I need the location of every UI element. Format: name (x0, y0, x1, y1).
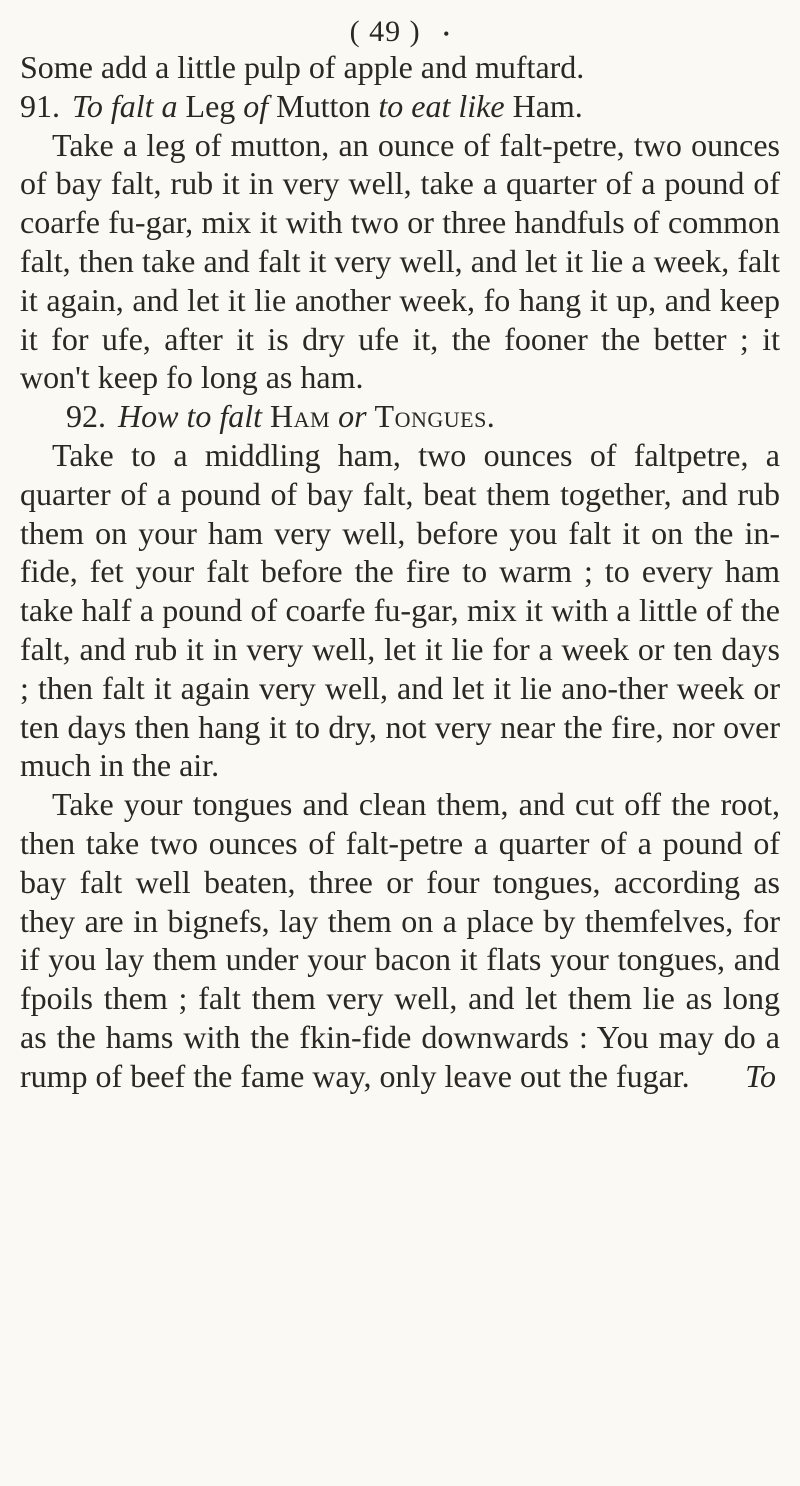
paragraph-intro: Some add a little pulp of apple and muftard. (20, 49, 585, 85)
recipe-92-title-part-b: Ham (270, 398, 331, 435)
recipe-91-title-part-b: Leg (185, 87, 236, 124)
page-number-open-paren: ( (349, 15, 361, 48)
page-header (0, 14, 800, 52)
page-number: 49 (369, 15, 402, 48)
recipe-91-heading (20, 87, 780, 126)
recipe-92-body-ham: Take to a middling ham, two ounces of faltpetre, a quarter of a pound of bay falt, beat them together, and rub them on your ham very well, before you falt it on the in-fide, fet your falt before the fire to warm ; to every ham take half a pound of coarfe fu-gar, mix it with a little of the falt, and rub it in very well, let it lie for a week or ten days ; then falt it again very well, and let it lie ano-ther week or ten days then hang it to dry, not very near the fire, nor over much in the air. (20, 436, 780, 784)
recipe-91-number: 91. (20, 87, 60, 124)
header-mark: • (443, 24, 451, 45)
recipe-92-number: 92. (66, 398, 106, 435)
recipe-91-title-part-f: Ham. (512, 87, 583, 124)
recipe-92-title-part-a: How to falt (118, 398, 263, 435)
page-text (20, 48, 780, 1096)
recipe-91-title-part-e: to eat like (378, 87, 505, 124)
recipe-91-title-part-c: of (243, 87, 269, 124)
recipe-92-tongues-text: Take your tongues and clean them, and cut off the root, then take two ounces of falt-petre a quarter of a pound of bay falt well beaten, three or four tongues, according as they are in bignefs, lay them on a place by themfelves, for if you lay them under your bacon it flats your tongues, and fpoils them ; falt them very well, and let them lie as long as the hams with the fkin-fide downwards : You may do a rump of beef the fame way, only leave out the fugar. (20, 786, 780, 1094)
catchword: To (745, 1057, 776, 1094)
recipe-92-body-tongues (20, 785, 780, 1095)
recipe-92-title-part-d: Tongues. (374, 398, 496, 435)
recipe-91-body: Take a leg of mutton, an ounce of falt-petre, two ounces of bay falt, rub it in very well, take a quarter of a pound of coarfe fu-gar, mix it with two or three handfuls of common falt, then take and falt it very well, and let it lie a week, falt it again, and let it lie another week, fo hang it up, and keep it for ufe, after it is dry ufe it, the fooner the better ; it won't keep fo long as ham. (20, 126, 780, 396)
recipe-92-heading (20, 397, 780, 436)
recipe-91-title-part-d: Mutton (276, 87, 371, 124)
recipe-91-title-part-a: To falt a (72, 87, 178, 124)
recipe-92-title-part-c: or (338, 398, 367, 435)
page-number-close-paren: ) (409, 15, 421, 48)
